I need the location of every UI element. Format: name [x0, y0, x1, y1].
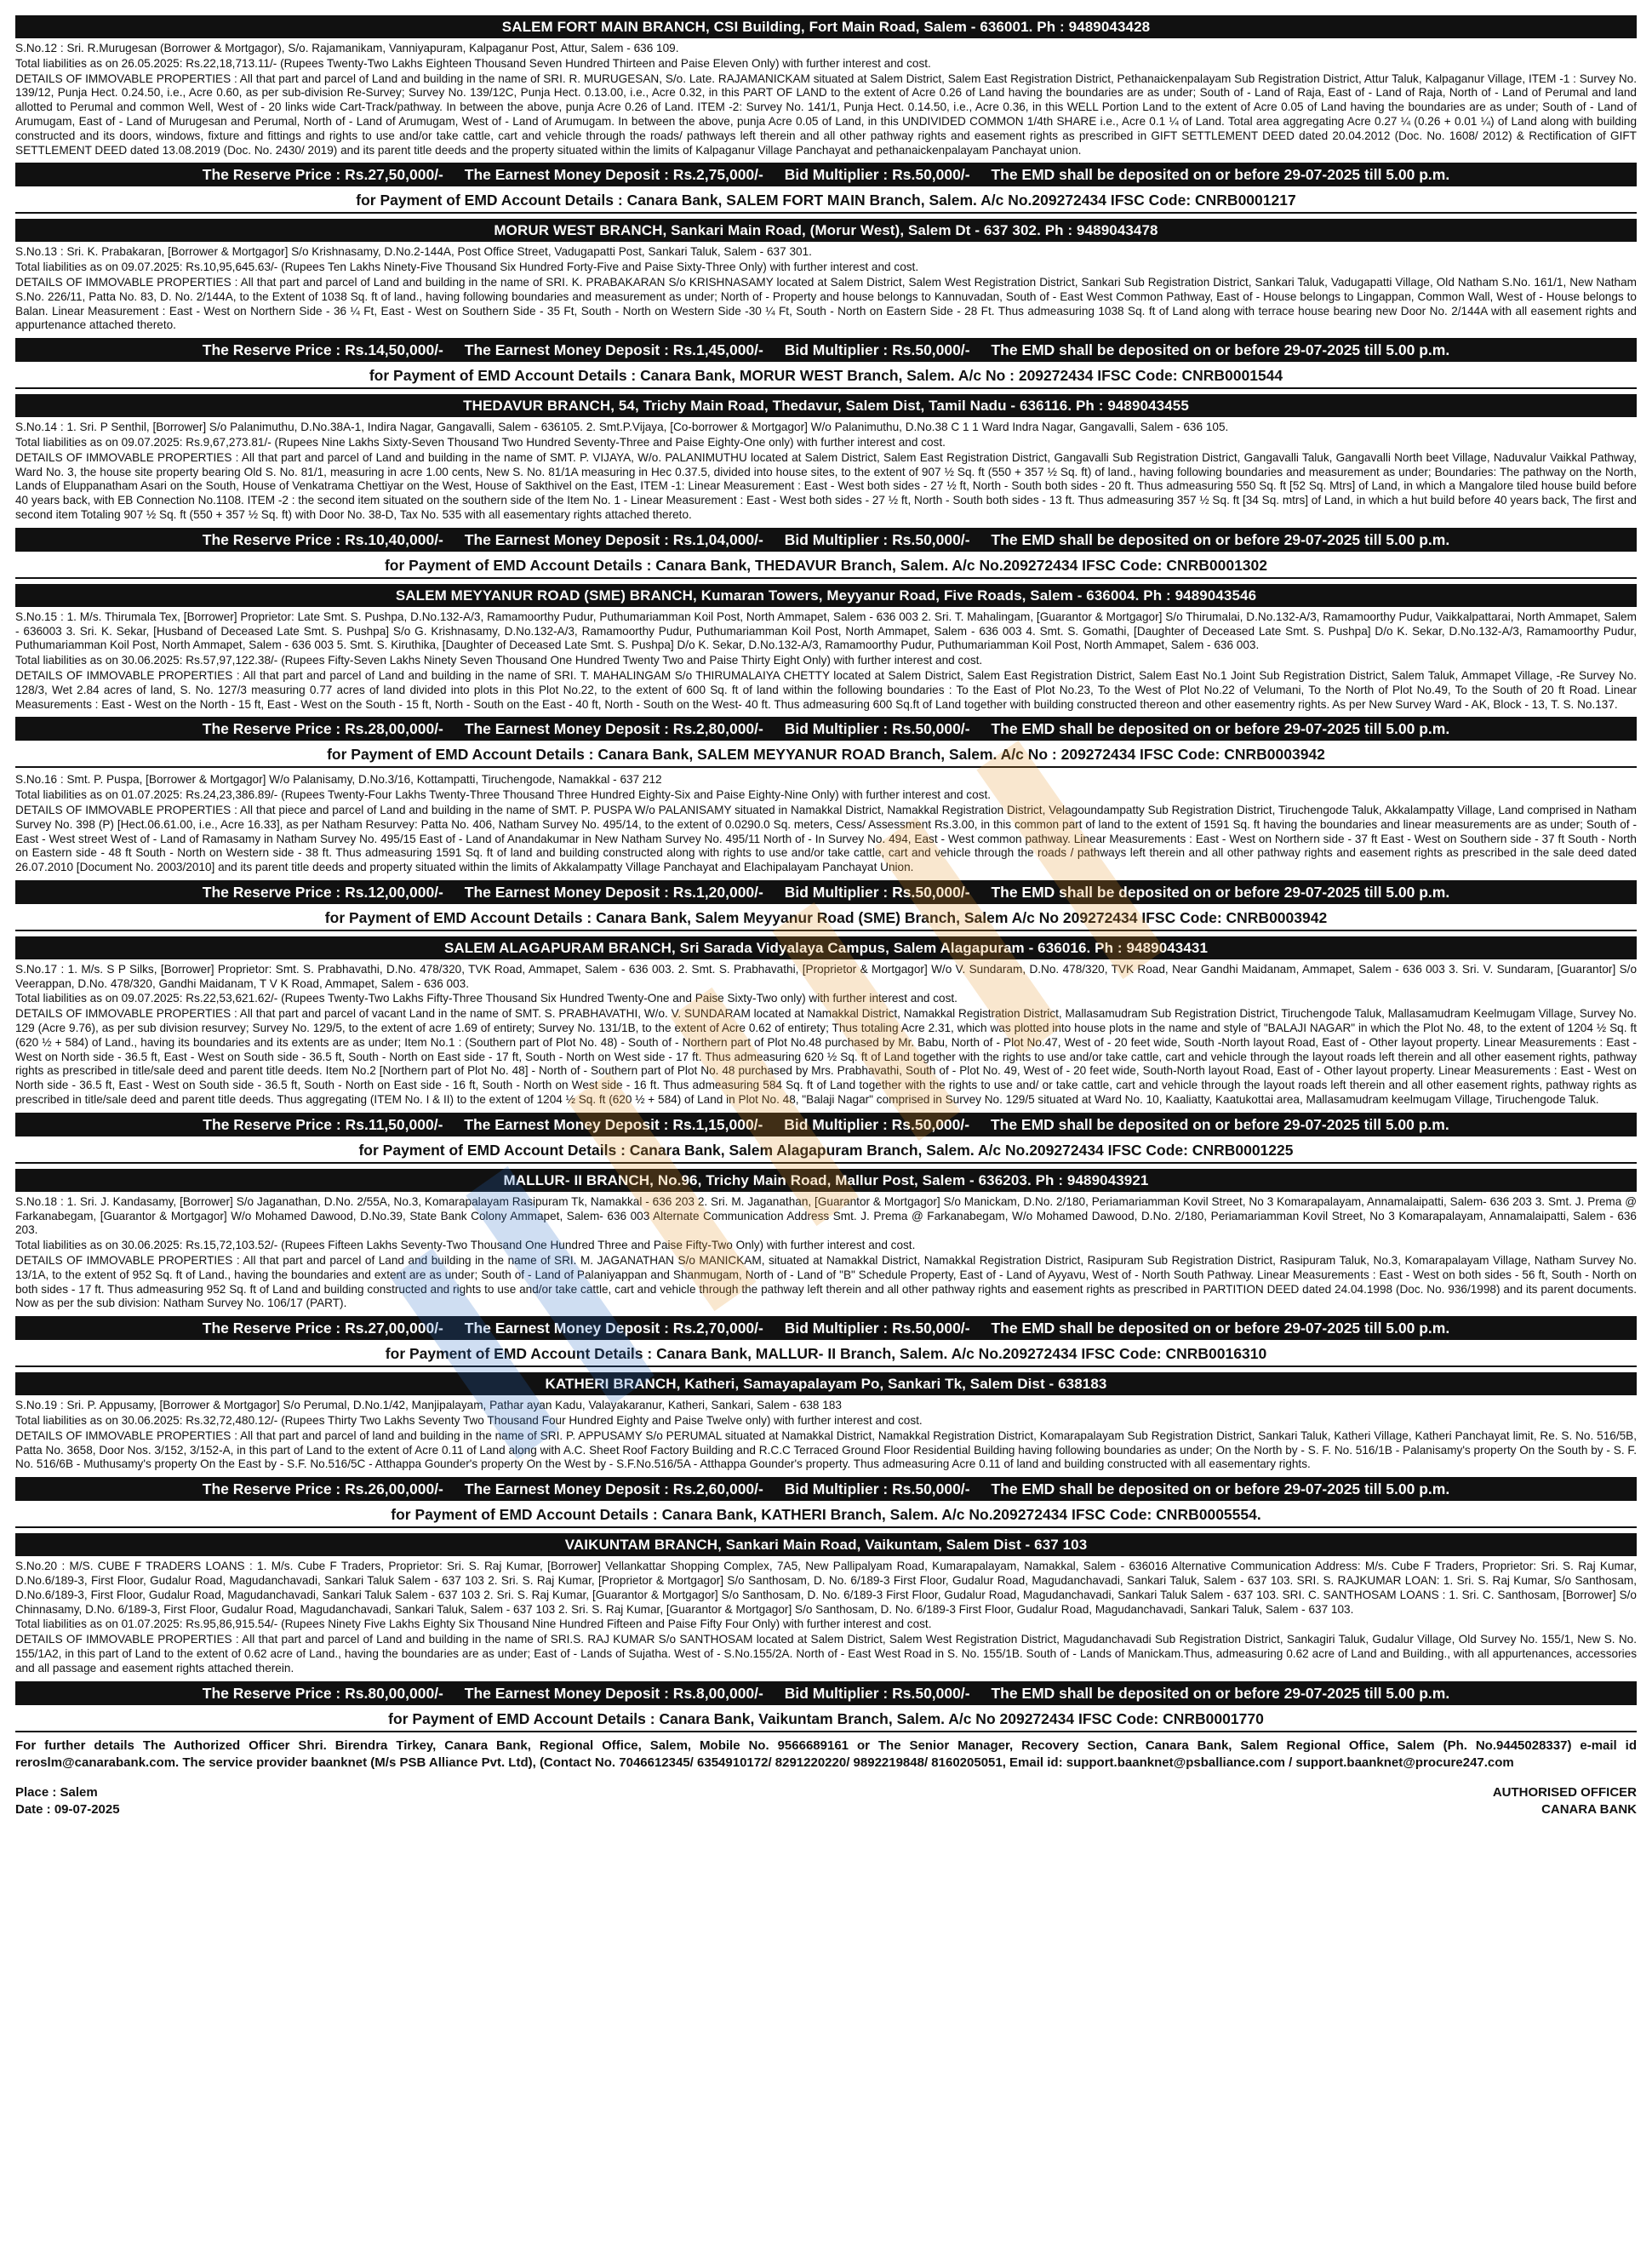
earnest-money: The Earnest Money Deposit : Rs.2,80,000/- [464, 720, 763, 738]
liabilities-text: Total liabilities as on 30.06.2025: Rs.32,72,480.12/- (Rupees Thirty Two Lakhs Seventy Two Thousand Four Hundred Eighty and Paise Twelve only) with further interest and cost. [15, 1414, 923, 1428]
emd-deadline: The EMD shall be deposited on or before 29-07-2025 till 5.00 p.m. [991, 1320, 1450, 1337]
officer-title: AUTHORISED OFFICER [1492, 1784, 1637, 1800]
notice-section [15, 1169, 1637, 1367]
branch-header: VAIKUNTAM BRANCH, Sankari Main Road, Vaikuntam, Salem Dist - 637 103 [15, 1533, 1637, 1556]
bid-multiplier: Bid Multiplier : Rs.50,000/- [784, 166, 970, 184]
borrower-details: S.No.15 : 1. M/s. Thirumala Tex, [Borrower] Proprietor: Late Smt. S. Pushpa, D.No.132-A/3, Ramamoorthy Pudur, Puthumariamman Koil Post, North Ammapet, Salem - 636 003 2. Sri. T. Mahalingam, [Guarantor & Mortgagor] S/o Thirumalai, D.No.132-A/3, Ramamoorthy Pudur, Vaikkalpattarai, North Ammapet, Salem - 636003 3. Sri. K. Sekar, [Husband of Deceased Late Smt. S. Pushpa] S/o G. Krishnasamy, D.No.132-A/3, Ramamoorthy Pudur, Puthumariamman Koil Post, North Ammapet, Salem - 636 003 4. Smt. S. Gomathi, [Daughter of Deceased Late Smt. S. Pushpa] D/o K. Sekar, D.No.132-A/3, Ramamoorthy Pudur, Puthumariamman Koil Post, North Ammapet, Salem - 636 003 5. Smt. S. Kiruthika, [Daughter of Deceased Late Smt. S. Pushpa] D/o K. Sekar, D.No.132-A/3, Ramamoorthy Pudur, Puthumariamman Koil Post, North Ammapet, Salem - 636 003. [15, 610, 1637, 652]
notice-section [15, 219, 1637, 389]
emd-account-details: for Payment of EMD Account Details : Canara Bank, MORUR WEST Branch, Salem. A/c No : 209272434 IFSC Code: CNRB0001544 [15, 364, 1637, 389]
earnest-money: The Earnest Money Deposit : Rs.1,15,000/- [464, 1115, 763, 1133]
place-date [15, 1784, 120, 1818]
branch-header: SALEM ALAGAPURAM BRANCH, Sri Sarada Vidyalaya Campus, Salem Alagapuram - 636016. Ph : 9489043431 [15, 936, 1637, 959]
bid-multiplier: Bid Multiplier : Rs.50,000/- [784, 1684, 970, 1702]
borrower-details: S.No.18 : 1. Sri. J. Kandasamy, [Borrower] S/o Jaganathan, D.No. 2/55A, No.3, Komarapalayam Rasipuram Tk, Namakkal - 636 203 2. Sri. M. Jaganathan, [Guarantor & Mortgagor] S/o Manickam, D.No. 2/180, Periamariamman Kovil Street, No 3 Komarapalayam, Annamalaipatti, Salem- 636 203 3. Smt. J. Prema @ Farkanabegam, [Guarantor & Mortgagor] W/o Mohamed Dawood, D.No.39, State Bank Colony Ammapet, Salem- 636 003 Alternate Communication Address Smt. J. Prema @ Farkanabegam, W/o Mohamed Dawood, D.No. 2/180, Periamariamman Kovil Street, No 3 Komarapalayam, Annamalaipatti, Salem - 636 203. [15, 1194, 1637, 1237]
liabilities-text: Total liabilities as on 09.07.2025: Rs.10,95,645.63/- (Rupees Ten Lakhs Ninety-Five Thousand Six Hundred Forty-Five and Paise Sixty-Three Only) with further interest and cost. [15, 260, 919, 274]
emd-deadline: The EMD shall be deposited on or before 29-07-2025 till 5.00 p.m. [991, 1480, 1450, 1498]
reserve-price-bar [15, 1477, 1637, 1501]
reserve-price-bar [15, 528, 1637, 552]
emd-deadline: The EMD shall be deposited on or before 29-07-2025 till 5.00 p.m. [991, 883, 1450, 901]
bid-multiplier: Bid Multiplier : Rs.50,000/- [784, 1320, 970, 1337]
borrower-details: S.No.16 : Smt. P. Puspa, [Borrower & Mortgagor] W/o Palanisamy, D.No.3/16, Kottampatti, Tiruchengode, Namakkal - 637 212 [15, 773, 662, 787]
reserve-price-bar [15, 880, 1637, 904]
reserve-price-bar [15, 338, 1637, 362]
notice-section [15, 936, 1637, 1164]
liabilities-text: Total liabilities as on 26.05.2025: Rs.22,18,713.11/- (Rupees Twenty-Two Lakhs Eighteen Thousand Seven Hundred Thirteen and Paise Eleven Only) with further interest and cost. [15, 56, 931, 70]
liabilities-text: Total liabilities as on 30.06.2025: Rs.15,72,103.52/- (Rupees Fifteen Lakhs Seventy-Two Thousand One Hundred Three and Paise Fifty-Two Only) with further interest and cost. [15, 1239, 916, 1252]
liabilities-text: Total liabilities as on 30.06.2025: Rs.57,97,122.38/- (Rupees Fifty-Seven Lakhs Ninety Seven Thousand One Hundred Twenty Two and Paise Thirty Eight Only) with further interest and cost. [15, 654, 983, 667]
bank-name: CANARA BANK [1541, 1801, 1637, 1817]
liabilities-text: Total liabilities as on 09.07.2025: Rs.22,53,621.62/- (Rupees Twenty-Two Lakhs Fifty-Three Thousand Six Hundred Twenty-One and Paise Sixty-Two only) with further interest and cost. [15, 992, 957, 1005]
earnest-money: The Earnest Money Deposit : Rs.1,20,000/- [464, 883, 763, 901]
borrower-details: S.No.19 : Sri. P. Appusamy, [Borrower & Mortgagor] S/o Perumal, D.No.1/42, Manjipalayam, Pathar ayan Kadu, Valayakaranur, Katheri, Sankari, Salem - 638 183 [15, 1399, 842, 1412]
property-details: DETAILS OF IMMOVABLE PROPERTIES : All that part and parcel of vacant Land in the name of SMT. S. PRABHAVATHI, W/o. V. SUNDARAM located at Namakkal District, Namakkal Registration District, Mallasamudram Sub Registration District, Tiruchengode Taluk, Mallasamudram Keelmugam Village, Survey No. 129 (Acre 9.76), as per sub division resurvey; Survey No. 129/5, to the extent of acre 1.69 of entirety; Survey No. 131/1B, to the extent of Acre 0.62 of entirety; Thus totaling Acre 2.31, which was plotted into house plots in the name and style of "BALAJI NAGAR" in which the Plot No. 48, to the extent of 1204 ½ Sq. ft (620 ½ + 584) of Land., having its boundaries and its extents are as under; Item No.1 : (Southern part of Plot No. 48) - South of - Northern part of Plot No.48 purchased by Mr. Babu, North of - Plot No.47, West of - 20 feet wide, South -North layout Road, East of - Other layout property. Linear Measurements : East - West on North side - 36.5 ft, East - West on South side - 36.5 ft, South - North on East side - 17 ft, South - North on West side - 17 ft. Thus admeasuring 620 ½ Sq. ft of Land together with the rights to use and/or take cattle, cart and vehicle through the layout roads left therein and all other easement rights, pathway rights as prescribed in title/sale deed and parent title deeds. Item No.2 [Northern part of Plot No. 48] - North of - Southern part of Plot No. 48 purchased by Mrs. Prabhavathi, South of - Plot No. 49, West of - 20 feet wide, South-North layout Road, East of - Other layout property. Linear Measurements : East - West on North side - 36.5 ft, East - West on South side - 36.5 ft, South - North on East side - 16 ft, South - North on West side - 16 ft. Thus admeasuring 584 Sq. ft of Land together with the rights to use and/ or take cattle, cart and vehicle through the layout roads left therein and all other easement rights, pathway rights as prescribed in title/sale deed and parent title deeds. Thus aggregating (ITEM No. I & II) to the extent of 1204 ½ Sq. ft (620 ½ + 584) of Land in Plot No. 48, "Balaji Nagar" comprised in Survey No. 129/5 situated at Ward No. 10, Kaaliatty, Kaatukottai area, Mallasamudram keelmugam Village, Tiruchengode Taluk. [15, 1007, 1637, 1107]
branch-header: MALLUR- II BRANCH, No.96, Trichy Main Road, Mallur Post, Salem - 636203. Ph : 9489043921 [15, 1169, 1637, 1192]
property-details: DETAILS OF IMMOVABLE PROPERTIES : All that part and parcel of Land and building in the name of SRI. R. MURUGESAN, S/o. Late. RAJAMANICKAM situated at Salem District, Salem East Registration District, Pethanaickenpalayam Sub Registration District, Attur Taluk, Kalpaganur Village, ITEM -1 : Survey No. 139/12, Punja Hect. 0.24.50, i.e., Acre 0.60, as per sub-division Re-Survey; Survey No. 139/12C, Punja Hect. 0.13.00, i.e., Acre 0.32, in this PART OF LAND to the extent of Acre 0.26 of Land having the boundaries are as under; South of - Land of Raja, East of - Land of Raja, North of - Land of Perumal and land allotted to Perumal and common Well, West of - 20 links wide Cart-Track/pathway. In between the above, punja Acre 0.26 of Land. ITEM -2: Survey No. 141/1, Punja Hect. 0.14.50, i.e., Acre 0.36, in this WELL Portion Land to the extent of Acre 0.05 of Land having the boundaries are as under; South of - Land of Arumugam, East of - Land of Murugesan and Perumal, North of - Land of Arumugam, West of - Land of Arumugam. In between the above, punja Acre 0.05 of Land, in this UNDIVIDED COMMON 1/4th SHARE i.e., Acre 0.1 ¼ of Land. Total area aggregating Acre 0.27 ¼ (0.26 + 0.01 ¼) of Land along with building constructed and its doors, windows, fixture and fittings and rights to use and/or take cattle, cart and vehicle through the roads/ pathways left therein and all other pathway rights and easement rights as prescribed in GIFT SETTLEMENT DEED dated 20.04.2012 (Doc. No. 1608/ 2012) & Rectification of GIFT SETTLEMENT DEED dated 13.08.2019 (Doc. No. 2430/ 2019) and its parent title deeds and the property situated within the limits of Kalpaganur Village Panchayat and pethanaickenpalayam Panchayat union. [15, 72, 1637, 157]
branch-header: MORUR WEST BRANCH, Sankari Main Road, (Morur West), Salem Dt - 637 302. Ph : 9489043478 [15, 219, 1637, 242]
earnest-money: The Earnest Money Deposit : Rs.2,70,000/- [464, 1320, 763, 1337]
emd-account-details: for Payment of EMD Account Details : Canara Bank, Salem Alagapuram Branch, Salem. A/c No.209272434 IFSC Code: CNRB0001225 [15, 1138, 1637, 1164]
signature-block [15, 1784, 1637, 1818]
emd-deadline: The EMD shall be deposited on or before 29-07-2025 till 5.00 p.m. [991, 1684, 1450, 1702]
emd-account-details: for Payment of EMD Account Details : Canara Bank, Salem Meyyanur Road (SME) Branch, Salem A/c No 209272434 IFSC Code: CNRB0003942 [15, 906, 1637, 931]
place-label: Place : Salem [15, 1784, 98, 1800]
earnest-money: The Earnest Money Deposit : Rs.2,75,000/- [464, 166, 763, 184]
emd-deadline: The EMD shall be deposited on or before 29-07-2025 till 5.00 p.m. [991, 166, 1450, 184]
emd-account-details: for Payment of EMD Account Details : Canara Bank, SALEM MEYYANUR ROAD Branch, Salem. A/c No : 209272434 IFSC Code: CNRB0003942 [15, 742, 1637, 768]
reserve-price: The Reserve Price : Rs.27,50,000/- [202, 166, 443, 184]
branch-header: SALEM MEYYANUR ROAD (SME) BRANCH, Kumaran Towers, Meyyanur Road, Five Roads, Salem - 636004. Ph : 9489043546 [15, 584, 1637, 607]
reserve-price: The Reserve Price : Rs.27,00,000/- [202, 1320, 443, 1337]
bid-multiplier: Bid Multiplier : Rs.50,000/- [784, 530, 970, 548]
notice-section [15, 773, 1637, 931]
notice-section [15, 1533, 1637, 1732]
reserve-price: The Reserve Price : Rs.80,00,000/- [202, 1684, 443, 1702]
contact-footer-note: For further details The Authorized Officer Shri. Birendra Tirkey, Canara Bank, Regional Office, Salem, Mobile No. 9566689161 or The Senior Manager, Recovery Section, Canara Bank, Salem Regional Office, Salem (Ph. No.9445028337) e-mail id reroslm@canarabank.com. The service provider baanknet (M/s PSB Alliance Pvt. Ltd), (Contact No. 7046612345/ 6354910172/ 8291220220/ 9892219848/ 8160205051, Email id: support.baanknet@psballiance.com / support.baanknet@procure247.com [15, 1738, 1637, 1770]
property-details: DETAILS OF IMMOVABLE PROPERTIES : All that part and parcel of Land and building in the name of SRI.S. RAJ KUMAR S/o SANTHOSAM located at Salem District, Salem West Registration District, Magudanchavadi Sub Registration District, Sankagiri Taluk, Gudalur Village, Old Survey No. 155/1, New S. No. 155/1A2, in this part of Land to the extent of 0.62 acre of Land., having the boundaries are as under; East of - Lands of Sujatha. West of - S.No.155/2A. North of - East West Road in S. No. 155/1B. South of - Lands of Manickam.Thus, admeasuring 0.62 acre of Land and Building., with all appurtenances, accessories and all passage and easement rights attached therein. [15, 1633, 1637, 1675]
reserve-price-bar [15, 163, 1637, 186]
emd-deadline: The EMD shall be deposited on or before 29-07-2025 till 5.00 p.m. [991, 720, 1450, 738]
property-details: DETAILS OF IMMOVABLE PROPERTIES : All that part and parcel of Land and building in the name of SRI. M. JAGANATHAN S/o MANICKAM, situated at Namakkal District, Namakkal Registration District, Rasipuram Sub Registration District, Rasipuram Taluk, No.3, Komarapalayam Village, Natham Survey No. 13/1A, to the extent of 952 Sq. ft of Land., having the boundaries and extent are as under; South of - Land of Palaniyappan and Shanmugam, North of - Land of "B" Schedule Property, East of - Land of Ayyavu, West of - North South Pathway. Linear Measurements : East - West on both sides - 56 ft, South - North on both sides - 17 ft. Thus admeasuring 952 Sq. ft of Land and building constructed and rights to use and/or take cattle, cart and vehicle through the pathway left therein and all other pathway rights and easement rights as prescribed in PARTITION DEED dated 24.04.1998 (Doc. No. 936/1998) and its parent documents. Now as per the sub division: Natham Survey No. 106/17 (PART). [15, 1254, 1637, 1310]
earnest-money: The Earnest Money Deposit : Rs.2,60,000/- [464, 1480, 763, 1498]
branch-header: SALEM FORT MAIN BRANCH, CSI Building, Fort Main Road, Salem - 636001. Ph : 9489043428 [15, 15, 1637, 38]
property-details: DETAILS OF IMMOVABLE PROPERTIES : All that part and parcel of Land and building in the name of SMT. P. VIJAYA, W/o. PALANIMUTHU located at Salem District, Salem East Registration District, Gangavalli Sub Registration District, Gangavalli Taluk, Gangavalli North beet Village, Naduvalur Vaikkal Pathway, Ward No. 3, the house site property bearing Old S. No. 81/1, measuring in acre 1.00 cents, New S. No. 81/1A measuring in Hec 0.37.5, divided into house sites, to the extent of 907 ½ Sq. ft (550 + 357 ½ Sq. ft) of land., having following boundaries and measurement as under; Boundaries: The pathway on the North, Lands of Eluppanatham Asari on the South, House of Venkatrama Chettiyar on the West, House of Sakthivel on the East, ITEM -1: Linear Measurement : East - West both sides - 27 ½ ft, North - South both sides - 20 ft. Thus admeasuring 550 Sq. ft [52 Sq. Mtrs] of Land, in which a Mangalore tiled house build before 40 years back, with EB Connection No.1108. ITEM -2 : the second item situated on the southern side of the Item No. 1 - Linear Measurement : East - West both sides - 27 ½ ft, North - South both sides - 13 ft. Thus admeasuring 357 ½ Sq. ft [34 Sq. mtrs] of Land, in which a hut build before 40 years back, The first and second item Totaling 907 ½ Sq. ft (550 + 357 ½ Sq. ft) with Door No. 38-D, Tax No. 535 with all easementary rights attached thereto. [15, 450, 1637, 521]
bid-multiplier: Bid Multiplier : Rs.50,000/- [784, 883, 970, 901]
notice-section [15, 584, 1637, 769]
reserve-price: The Reserve Price : Rs.12,00,000/- [202, 883, 443, 901]
reserve-price-bar [15, 1681, 1637, 1705]
borrower-details: S.No.17 : 1. M/s. S P Silks, [Borrower] Proprietor: Smt. S. Prabhavathi, D.No. 478/320, TVK Road, Ammapet, Salem - 636 003. 2. Smt. S. Prabhavathi, [Proprietor & Mortgagor] W/o V. Sundaram, D.No. 478/320, TVK Road, Near Gandhi Maidanam, Ammapet, Salem - 636 003 3. Sri. V. Sundaram, [Guarantor] S/o Veerappan, D.No. 478/320, Gandhi Maidanam, T V K Road, Ammapet, Salem - 636 003. [15, 962, 1637, 990]
reserve-price-bar [15, 1316, 1637, 1340]
bid-multiplier: Bid Multiplier : Rs.50,000/- [784, 1480, 970, 1498]
borrower-details: S.No.12 : Sri. R.Murugesan (Borrower & Mortgagor), S/o. Rajamanikam, Vanniyapuram, Kalpaganur Post, Attur, Salem - 636 109. [15, 42, 679, 54]
earnest-money: The Earnest Money Deposit : Rs.1,04,000/- [464, 530, 763, 548]
auction-notice-page [15, 0, 1637, 1818]
emd-deadline: The EMD shall be deposited on or before 29-07-2025 till 5.00 p.m. [990, 1115, 1449, 1133]
reserve-price: The Reserve Price : Rs.11,50,000/- [203, 1115, 443, 1133]
reserve-price: The Reserve Price : Rs.28,00,000/- [202, 720, 443, 738]
notice-section [15, 394, 1637, 579]
notice-section [15, 15, 1637, 214]
property-details: DETAILS OF IMMOVABLE PROPERTIES : All that part and parcel of Land and building in the name of SRI. T. MAHALINGAM S/o THIRUMALAIYA CHETTY located at Salem District, Salem East Registration District, Salem East No.1 Joint Sub Registration District, Salem Taluk, Ammapet Village, -Re Survey No. 128/3, Wet 2.84 acres of land, S. No. 127/3 measuring 0.77 acres of land divided into plots in this Plot No.22, to the extent of 600 Sq. ft of land within the following boundaries : To the East of Plot No.23, To the West of Plot No.22 of Velumani, To the North of Plot No.49, To the South of 20 ft Road. Linear Measurements : East - West on the North - 15 ft, East - West on the South - 15 ft, North - South on the East - 40 ft, North - South on the West- 40 ft. Thus admeasuring 600 Sq.ft of Land together with building constructed thereon and other easementry rights. As per New Survey Ward - AK, Block - 13, T. S. No.137. [15, 668, 1637, 711]
liabilities-text: Total liabilities as on 01.07.2025: Rs.24,23,386.89/- (Rupees Twenty-Four Lakhs Twenty-Three Thousand Three Hundred Eighty-Six and Paise Eighty-Nine Only) with further interest and cost. [15, 788, 992, 802]
bid-multiplier: Bid Multiplier : Rs.50,000/- [784, 720, 970, 738]
emd-account-details: for Payment of EMD Account Details : Canara Bank, THEDAVUR Branch, Salem. A/c No.209272434 IFSC Code: CNRB0001302 [15, 553, 1637, 579]
liabilities-text: Total liabilities as on 01.07.2025: Rs.95,86,915.54/- (Rupees Ninety Five Lakhs Eighty Six Thousand Nine Hundred Fifteen and Paise Fifty Four Only) with further interest and cost. [15, 1617, 932, 1631]
bid-multiplier: Bid Multiplier : Rs.50,000/- [784, 341, 970, 359]
authorised-officer [1493, 1784, 1637, 1818]
bid-multiplier: Bid Multiplier : Rs.50,000/- [784, 1115, 970, 1133]
property-details: DETAILS OF IMMOVABLE PROPERTIES : All that piece and parcel of Land and building in the name of SMT. P. PUSPA W/o PALANISAMY situated in Namakkal District, Namakkal Registration District, Velagoundampatty Sub Registration District, Tiruchengode Taluk, Akkalampatty Village, Land comprised in Natham Survey No. 398 (P) [Hect.06.61.00, i.e., Acre 16.33], as per Natham Resurvey: Patta No. 406, Natham Survey No. 495/14, to the extent of 0.0290.0 Sq. meters, Cess/ Assessment Rs.3.00, in this common part of land to the extent of 1591 Sq. ft having the boundaries and linear measurements are as under; South of - East - West street West of - Land of Ramasamy in Natham Survey No. 495/15 East of - Land of Anandakumar in New Natham Survey No. 495/11 North of - In Survey No. 494, East - West common pathway. Linear Measurements : East - West on Northern side - 37 ft East - West on Southern side - 37 ft South - North on Eastern side - 48 ft South - North on Western side - 38 ft. Thus admeasuring 1591 Sq. ft of land and building constructed along with rights to use and/or take cattle, cart and vehicle through the roads / pathways left therein and all other pathway rights and easement rights as prescribed in the sale deed dated 26.07.2010 [Document No. 2003/2010] and its parent title deeds and property situated within the limits of Akkalampatty Village Panchayat and Elachipalayam Panchayat Union. [15, 803, 1637, 874]
borrower-details: S.No.14 : 1. Sri. P Senthil, [Borrower] S/o Palanimuthu, D.No.38A-1, Indira Nagar, Gangavalli, Salem - 636105. 2. Smt.P.Vijaya, [Co-borrower & Mortgagor] W/o Palanimuthu, D.No.38 C 1 1 Ward Indra Nagar, Gangavalli, Salem - 636 105. [15, 421, 1229, 434]
borrower-details: S.No.20 : M/S. CUBE F TRADERS LOANS : 1. M/s. Cube F Traders, Proprietor: Sri. S. Raj Kumar, [Borrower] Vellankattar Shopping Complex, 7A5, New Pallipalyam Road, Kumarapalayam, Namakkal, Salem - 636016 Alternative Communication Address: M/s. Cube F Traders, Proprietor: Sri. S. Raj Kumar, D.No.6/189-3, First Floor, Gudalur Road, Magudanchavadi, Sankari Taluk Salem - 637 103 2. Sri. S. Raj Kumar, [Proprietor & Mortgagor] S/o Santhosam, D. No. 6/189-3 First Floor, Gudalur Road, Magudanchavadi, Sankari Taluk, Salem - 637 103. SRI. S. RAJKUMAR LOAN: 1. Sri. S. Raj Kumar, S/o Santhosam, D.No.6/189-3, First Floor, Gudalur Road, Magudanchavadi, Sankari Taluk Salem - 637 103 2. Sri. S. Raj Kumar, [Guarantor & Mortgagor] S/o Santhosam, D. No. 6/189-3 First Floor, Gudalur Road, Magudanchavadi, Sankari Taluk Salem - 637 103. SRI. C. SANTHOSAM LOANS : 1. Sri. C. Santhosam, [Borrower] S/o Chinnasamy, D.No. 6/189-3, First Floor, Gudalur Road, Magudanchavadi, Sankari Taluk, Salem - 637 103 2. Sri. S. Raj Kumar, [Guarantor & Mortgagor] S/o Santhosam, D. No. 6/189-3 First Floor, Gudalur Road, Magudanchavadi, Sankari Taluk, Salem - 637 103. [15, 1560, 1637, 1616]
property-details: DETAILS OF IMMOVABLE PROPERTIES : All that part and parcel of land and building in the name of SRI. P. APPUSAMY S/o PERUMAL situated at Namakkal District, Namakkal Registration District, Komarapalayam Sub Registration District, Sankari Taluk, Katheri Village, Katheri Panchayat limit, Re. S. No. 516/5B, Patta No. 3658, Door Nos. 3/152, 3/152-A, in this part of Land to the extent of Acre 0.11 of Land along with A.C. Sheet Roof Factory Building and R.C.C Terraced Ground Floor Residential Building having following boundaries as under; On the North by - S. F. No. 516/1B - Palanisamy's property On the South by - S. F. No. 516/6B - Muthusamy's property On the East by - S.F. No.516/5C - Atthappa Gounder's property On the West by - S.F.No.516/5A - Atthappa Gounder's property. Thus admeasuring Acre 0.11 of land and building constructed with all easementary rights. [15, 1428, 1637, 1471]
emd-deadline: The EMD shall be deposited on or before 29-07-2025 till 5.00 p.m. [991, 530, 1450, 548]
earnest-money: The Earnest Money Deposit : Rs.8,00,000/- [464, 1684, 763, 1702]
emd-deadline: The EMD shall be deposited on or before 29-07-2025 till 5.00 p.m. [991, 341, 1450, 359]
emd-account-details: for Payment of EMD Account Details : Canara Bank, MALLUR- II Branch, Salem. A/c No.209272434 IFSC Code: CNRB0016310 [15, 1342, 1637, 1367]
borrower-details: S.No.13 : Sri. K. Prabakaran, [Borrower & Mortgagor] S/o Krishnasamy, D.No.2-144A, Post Office Street, Vadugapatti Post, Sankari Taluk, Salem - 637 301. [15, 245, 812, 259]
emd-account-details: for Payment of EMD Account Details : Canara Bank, KATHERI Branch, Salem. A/c No.209272434 IFSC Code: CNRB0005554. [15, 1503, 1637, 1528]
date-label: Date : 09-07-2025 [15, 1801, 120, 1817]
earnest-money: The Earnest Money Deposit : Rs.1,45,000/- [464, 341, 763, 359]
branch-header: KATHERI BRANCH, Katheri, Samayapalayam Po, Sankari Tk, Salem Dist - 638183 [15, 1372, 1637, 1395]
emd-account-details: for Payment of EMD Account Details : Canara Bank, SALEM FORT MAIN Branch, Salem. A/c No.209272434 IFSC Code: CNRB0001217 [15, 188, 1637, 214]
reserve-price: The Reserve Price : Rs.26,00,000/- [202, 1480, 443, 1498]
reserve-price: The Reserve Price : Rs.14,50,000/- [202, 341, 443, 359]
liabilities-text: Total liabilities as on 09.07.2025: Rs.9,67,273.81/- (Rupees Nine Lakhs Sixty-Seven Thousand Two Hundred Seventy-Three and Paise Eighty-One only) with further interest and cost. [15, 435, 946, 449]
notice-section [15, 1372, 1637, 1528]
reserve-price-bar [15, 717, 1637, 741]
reserve-price-bar [15, 1113, 1637, 1136]
reserve-price: The Reserve Price : Rs.10,40,000/- [202, 530, 443, 548]
emd-account-details: for Payment of EMD Account Details : Canara Bank, Vaikuntam Branch, Salem. A/c No 209272434 IFSC Code: CNRB0001770 [15, 1707, 1637, 1732]
property-details: DETAILS OF IMMOVABLE PROPERTIES : All that part and parcel of Land and building in the name of SRI. K. PRABAKARAN S/o KRISHNASAMY located at Salem District, Salem West Registration District, Sankari Sub Registration District, Sankari Taluk, Vadugapatti Village, Old Natham S.No. 161/1, New Natham S.No. 226/11, Patta No. 83, D. No. 2/144A, to the Extent of 1038 Sq. ft of land., having following boundaries and measurement as under; North of - Property and house belongs to Kannuvadan, South of - East West Common Pathway, East of - House belongs to Lingappan, Common Wall, West of - House belongs to Balan. Linear Measurement : East - West on Northern Side - 36 ¼ Ft, East - West on Southern Side - 35 Ft, South - North on Western Side -30 ¼ Ft, South - North on Eastern Side - 28 Ft. Thus admeasuring 1038 Sq. ft of Land along with terrace house bearing new Door No. 2/144A with all easement rights and appurtenance attached thereto. [15, 275, 1637, 332]
branch-header: THEDAVUR BRANCH, 54, Trichy Main Road, Thedavur, Salem Dist, Tamil Nadu - 636116. Ph : 9489043455 [15, 394, 1637, 417]
